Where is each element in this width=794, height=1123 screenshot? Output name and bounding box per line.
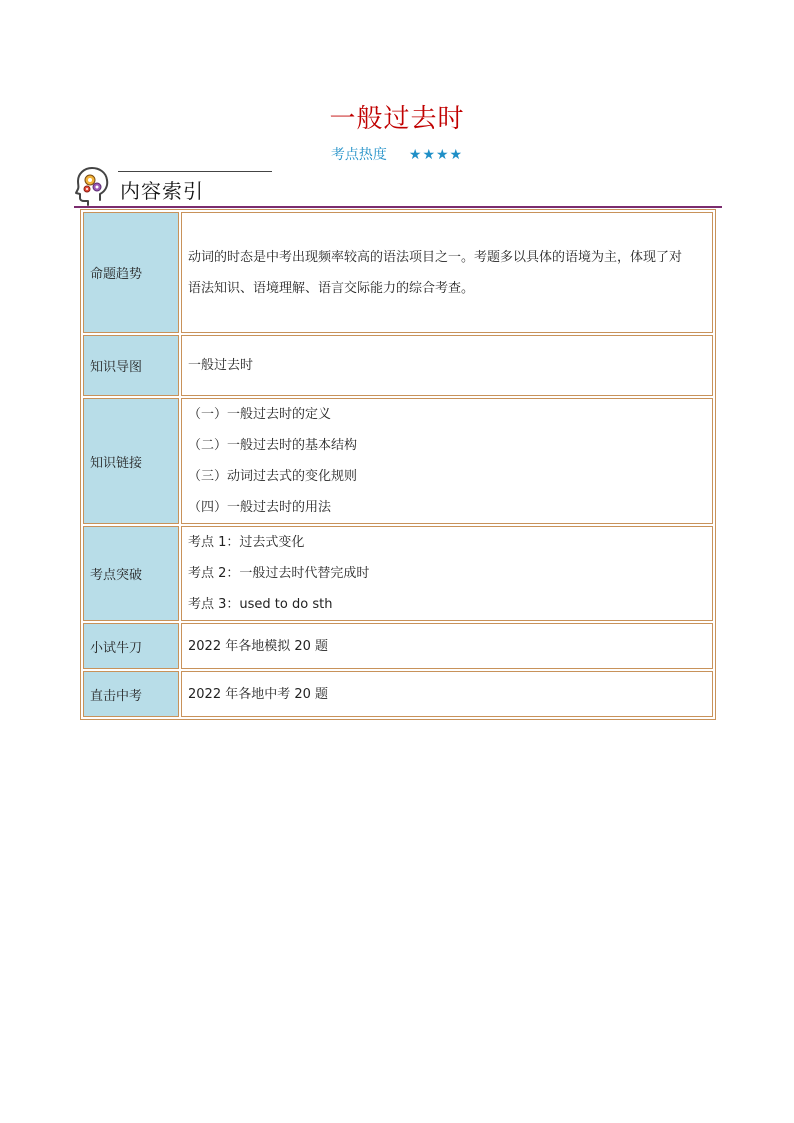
content-line: 2022 年各地中考 20 题 <box>188 686 329 702</box>
content-line: 语法知识、语境理解、语言交际能力的综合考查。 <box>188 280 475 296</box>
table-row <box>83 335 713 396</box>
table-row <box>83 398 713 524</box>
table-row <box>83 671 713 717</box>
content-line: 考点 3：used to do sth <box>188 597 333 612</box>
row-label: 命题趋势 <box>83 212 179 333</box>
heat-stars: ★★★★ <box>408 147 464 163</box>
content-line: 一般过去时 <box>188 358 254 373</box>
table-row <box>83 526 713 621</box>
row-content <box>181 526 713 621</box>
row-content <box>181 623 713 669</box>
section-heading-label: 内容索引 <box>120 179 204 203</box>
content-line: （四）一般过去时的用法 <box>188 500 332 515</box>
content-line: （三）动词过去式的变化规则 <box>188 469 358 484</box>
content-line: 动词的时态是中考出现频率较高的语法项目之一。考题多以具体的语境为主，体现了对 <box>188 249 683 265</box>
row-content <box>181 398 713 524</box>
row-content <box>181 671 713 717</box>
content-line: （二）一般过去时的基本结构 <box>188 438 358 453</box>
row-content <box>181 335 713 396</box>
content-line: 考点 1：过去式变化 <box>188 535 305 550</box>
table-row <box>83 212 713 333</box>
heading-underline <box>74 206 722 208</box>
row-label: 考点突破 <box>83 526 179 621</box>
content-line: （一）一般过去时的定义 <box>188 407 332 422</box>
document-title: 一般过去时 <box>329 104 465 134</box>
content-line: 考点 2：一般过去时代替完成时 <box>188 566 370 581</box>
row-content <box>181 212 713 333</box>
row-label: 知识链接 <box>83 398 179 524</box>
heat-label: 考点热度 <box>330 147 387 163</box>
section-heading <box>74 166 722 210</box>
row-label: 小试牛刀 <box>83 623 179 669</box>
table-row <box>83 623 713 669</box>
row-label: 知识导图 <box>83 335 179 396</box>
content-line: 2022 年各地模拟 20 题 <box>188 638 329 654</box>
head-gears-icon <box>74 166 110 206</box>
row-label: 直击中考 <box>83 671 179 717</box>
heading-overline <box>118 171 272 172</box>
content-index-table <box>80 209 716 720</box>
exam-heat-rating <box>0 144 794 164</box>
